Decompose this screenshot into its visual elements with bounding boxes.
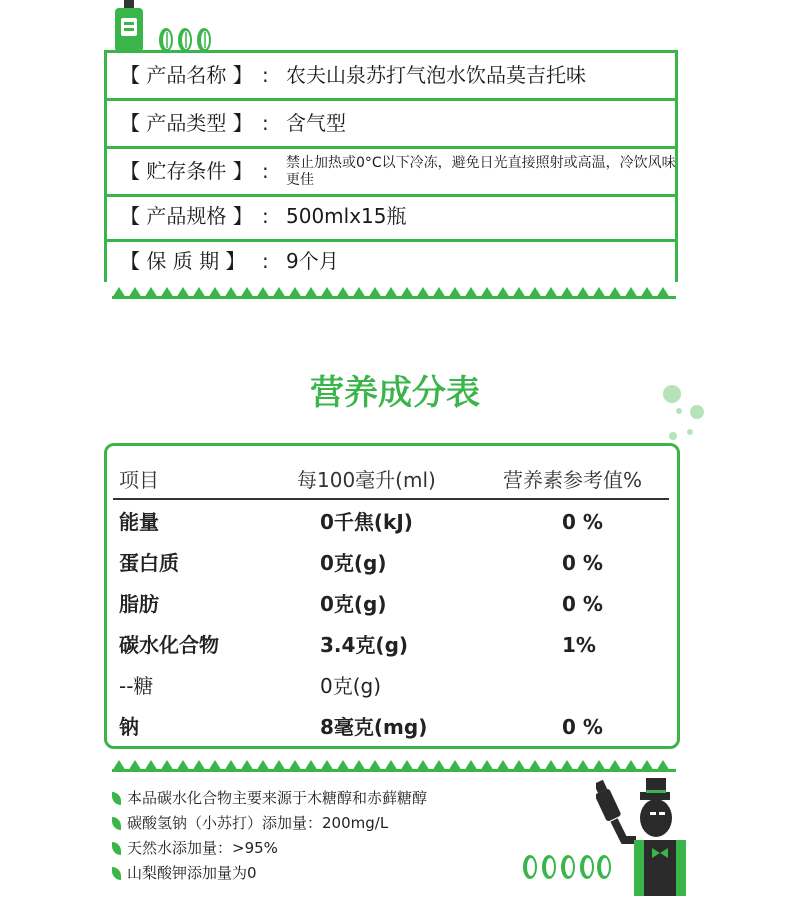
row-nrv: 0 % — [562, 551, 603, 575]
table-row — [107, 625, 677, 666]
header-item: 项目 — [119, 468, 159, 492]
note-item — [112, 787, 427, 809]
table-row — [107, 666, 677, 707]
note-text: 碳酸氢钠（小苏打）添加量：200mg/L — [127, 814, 389, 832]
note-item — [112, 812, 388, 834]
info-key: 【 保 质 期 】 — [120, 249, 246, 273]
note-text: 山梨酸钾添加量为0 — [127, 864, 257, 882]
info-colon: : — [262, 111, 269, 135]
row-amount: 0千焦(kJ) — [320, 510, 413, 534]
info-colon: : — [262, 204, 269, 228]
bubbles-decoration — [660, 384, 710, 444]
table-row — [107, 502, 677, 543]
info-key: 【 贮存条件 】 — [120, 159, 253, 183]
bartender-illustration — [596, 770, 696, 900]
info-colon: : — [262, 159, 269, 183]
bottle-icon — [111, 0, 147, 50]
info-row-name — [104, 53, 678, 101]
table-row — [107, 584, 677, 625]
row-amount: 0克(g) — [320, 551, 387, 575]
info-row-spec — [104, 194, 678, 242]
info-key: 【 产品名称 】 — [120, 63, 253, 87]
info-key: 【 产品类型 】 — [120, 111, 253, 135]
row-amount: 8毫克(mg) — [320, 715, 428, 739]
row-nrv: 1% — [562, 633, 596, 657]
row-nrv: 0 % — [562, 715, 603, 739]
row-item: --糖 — [119, 674, 154, 698]
row-nrv: 0 % — [562, 592, 603, 616]
info-value: 500mlx15瓶 — [286, 204, 407, 228]
nutrition-title: 营养成分表 — [310, 373, 480, 413]
info-key: 【 产品规格 】 — [120, 204, 253, 228]
info-value: 9个月 — [286, 249, 339, 273]
info-value: 禁止加热或0°C以下冷冻，避免日光直接照射或高温，冷饮风味更佳 — [286, 155, 676, 188]
row-amount: 3.4克(g) — [320, 633, 409, 657]
leaf-bullet-icon — [112, 842, 121, 855]
row-item: 蛋白质 — [119, 551, 179, 575]
product-info-card — [104, 50, 678, 282]
row-item: 碳水化合物 — [119, 633, 219, 657]
info-value: 含气型 — [286, 111, 346, 135]
table-row — [107, 543, 677, 584]
info-row-storage — [104, 149, 678, 197]
note-text: 天然水添加量：>95% — [127, 839, 278, 857]
note-item — [112, 837, 278, 859]
strip-baseline — [112, 296, 676, 299]
header-divider — [113, 498, 669, 500]
row-nrv: 0 % — [562, 510, 603, 534]
table-row — [107, 707, 677, 748]
info-row-type — [104, 101, 678, 149]
note-text: 本品碳水化合物主要来源于木糖醇和赤藓糖醇 — [127, 789, 428, 807]
info-value: 农夫山泉苏打气泡水饮品莫吉托味 — [286, 63, 586, 87]
row-item: 钠 — [119, 715, 139, 739]
nutrition-table — [104, 443, 680, 749]
row-amount: 0克(g) — [320, 674, 382, 698]
note-item — [112, 862, 257, 884]
header-nrv: 营养素参考值% — [503, 468, 643, 492]
info-colon: : — [262, 249, 269, 273]
leaf-bullet-icon — [112, 867, 121, 880]
row-item: 能量 — [119, 510, 159, 534]
info-row-shelf-life — [104, 239, 678, 284]
header-amount: 每100毫升(ml) — [297, 468, 436, 492]
info-colon: : — [262, 63, 269, 87]
row-amount: 0克(g) — [320, 592, 387, 616]
row-item: 脂肪 — [119, 592, 159, 616]
strip-baseline — [112, 769, 676, 772]
leaf-bullet-icon — [112, 792, 121, 805]
leaf-bullet-icon — [112, 817, 121, 830]
